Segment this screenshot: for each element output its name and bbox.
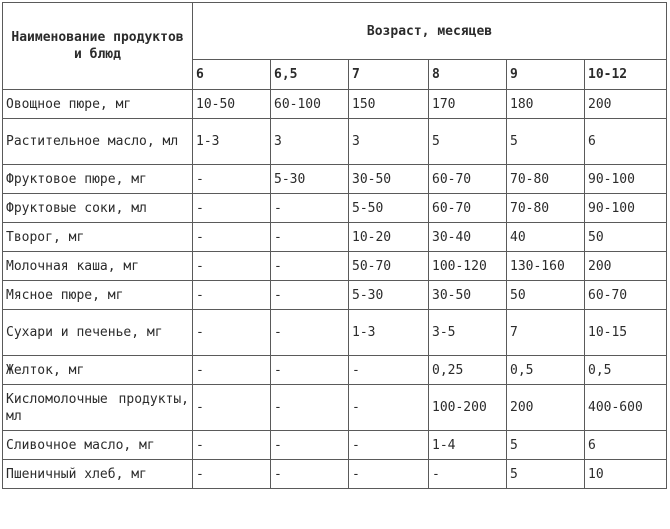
product-name-cell: Кисломолочные продукты, мл xyxy=(3,385,193,431)
table-row xyxy=(3,119,667,165)
product-name-cell: Желток, мг xyxy=(3,356,193,385)
value-cell: - xyxy=(271,460,349,489)
age-col-1: 6,5 xyxy=(271,60,349,90)
value-cell: 5-30 xyxy=(271,165,349,194)
product-name-cell: Творог, мг xyxy=(3,223,193,252)
feeding-table xyxy=(2,2,667,489)
value-cell: 60-70 xyxy=(429,194,507,223)
value-cell: - xyxy=(193,356,271,385)
value-cell: 50-70 xyxy=(349,252,429,281)
value-cell: 400-600 xyxy=(585,385,667,431)
product-name-cell: Фруктовое пюре, мг xyxy=(3,165,193,194)
value-cell: - xyxy=(271,356,349,385)
value-cell: 5 xyxy=(507,460,585,489)
value-cell: 100-120 xyxy=(429,252,507,281)
table-row xyxy=(3,356,667,385)
header-age: Возраст, месяцев xyxy=(193,3,667,60)
product-name-cell: Пшеничный хлеб, мг xyxy=(3,460,193,489)
value-cell: - xyxy=(193,385,271,431)
age-col-2: 7 xyxy=(349,60,429,90)
value-cell: 170 xyxy=(429,90,507,119)
table-row xyxy=(3,252,667,281)
value-cell: - xyxy=(271,252,349,281)
value-cell: 5 xyxy=(507,119,585,165)
value-cell: - xyxy=(193,223,271,252)
table-row xyxy=(3,310,667,356)
value-cell: 10-15 xyxy=(585,310,667,356)
value-cell: - xyxy=(271,281,349,310)
value-cell: 10-50 xyxy=(193,90,271,119)
value-cell: - xyxy=(349,431,429,460)
value-cell: 10-20 xyxy=(349,223,429,252)
value-cell: 5 xyxy=(429,119,507,165)
value-cell: 60-100 xyxy=(271,90,349,119)
value-cell: 60-70 xyxy=(585,281,667,310)
value-cell: 50 xyxy=(585,223,667,252)
value-cell: - xyxy=(271,431,349,460)
value-cell: 3 xyxy=(349,119,429,165)
value-cell: 3 xyxy=(271,119,349,165)
table-row xyxy=(3,281,667,310)
table-row xyxy=(3,90,667,119)
value-cell: 40 xyxy=(507,223,585,252)
table-row xyxy=(3,460,667,489)
age-col-0: 6 xyxy=(193,60,271,90)
value-cell: 70-80 xyxy=(507,165,585,194)
value-cell: 200 xyxy=(585,90,667,119)
value-cell: 1-3 xyxy=(349,310,429,356)
value-cell: 0,5 xyxy=(585,356,667,385)
value-cell: - xyxy=(271,194,349,223)
table-row xyxy=(3,165,667,194)
value-cell: 30-40 xyxy=(429,223,507,252)
value-cell: 5-30 xyxy=(349,281,429,310)
value-cell: 1-3 xyxy=(193,119,271,165)
value-cell: 130-160 xyxy=(507,252,585,281)
value-cell: - xyxy=(429,460,507,489)
value-cell: 0,25 xyxy=(429,356,507,385)
age-col-5: 10-12 xyxy=(585,60,667,90)
value-cell: - xyxy=(193,165,271,194)
value-cell: 60-70 xyxy=(429,165,507,194)
value-cell: - xyxy=(271,385,349,431)
value-cell: - xyxy=(271,310,349,356)
table-row xyxy=(3,385,667,431)
product-name-cell: Овощное пюре, мг xyxy=(3,90,193,119)
value-cell: 200 xyxy=(585,252,667,281)
value-cell: 200 xyxy=(507,385,585,431)
value-cell: 30-50 xyxy=(349,165,429,194)
value-cell: 6 xyxy=(585,119,667,165)
value-cell: 5-50 xyxy=(349,194,429,223)
product-name-cell: Фруктовые соки, мл xyxy=(3,194,193,223)
age-col-4: 9 xyxy=(507,60,585,90)
value-cell: - xyxy=(349,385,429,431)
age-col-3: 8 xyxy=(429,60,507,90)
value-cell: 7 xyxy=(507,310,585,356)
value-cell: 180 xyxy=(507,90,585,119)
value-cell: 70-80 xyxy=(507,194,585,223)
value-cell: - xyxy=(193,281,271,310)
value-cell: 0,5 xyxy=(507,356,585,385)
value-cell: - xyxy=(349,460,429,489)
value-cell: 1-4 xyxy=(429,431,507,460)
value-cell: 100-200 xyxy=(429,385,507,431)
table-row xyxy=(3,223,667,252)
value-cell: - xyxy=(193,194,271,223)
value-cell: 150 xyxy=(349,90,429,119)
value-cell: 30-50 xyxy=(429,281,507,310)
value-cell: - xyxy=(193,431,271,460)
value-cell: 6 xyxy=(585,431,667,460)
value-cell: - xyxy=(193,252,271,281)
product-name-cell: Мясное пюре, мг xyxy=(3,281,193,310)
value-cell: - xyxy=(193,310,271,356)
value-cell: - xyxy=(271,223,349,252)
value-cell: 3-5 xyxy=(429,310,507,356)
product-name-cell: Растительное масло, мл xyxy=(3,119,193,165)
table-row xyxy=(3,431,667,460)
product-name-cell: Сливочное масло, мг xyxy=(3,431,193,460)
value-cell: - xyxy=(193,460,271,489)
value-cell: 5 xyxy=(507,431,585,460)
value-cell: - xyxy=(349,356,429,385)
value-cell: 50 xyxy=(507,281,585,310)
header-product: Наименование продуктов и блюд xyxy=(3,3,193,90)
product-name-cell: Сухари и печенье, мг xyxy=(3,310,193,356)
product-name-cell: Молочная каша, мг xyxy=(3,252,193,281)
value-cell: 90-100 xyxy=(585,165,667,194)
table-row xyxy=(3,194,667,223)
value-cell: 90-100 xyxy=(585,194,667,223)
value-cell: 10 xyxy=(585,460,667,489)
